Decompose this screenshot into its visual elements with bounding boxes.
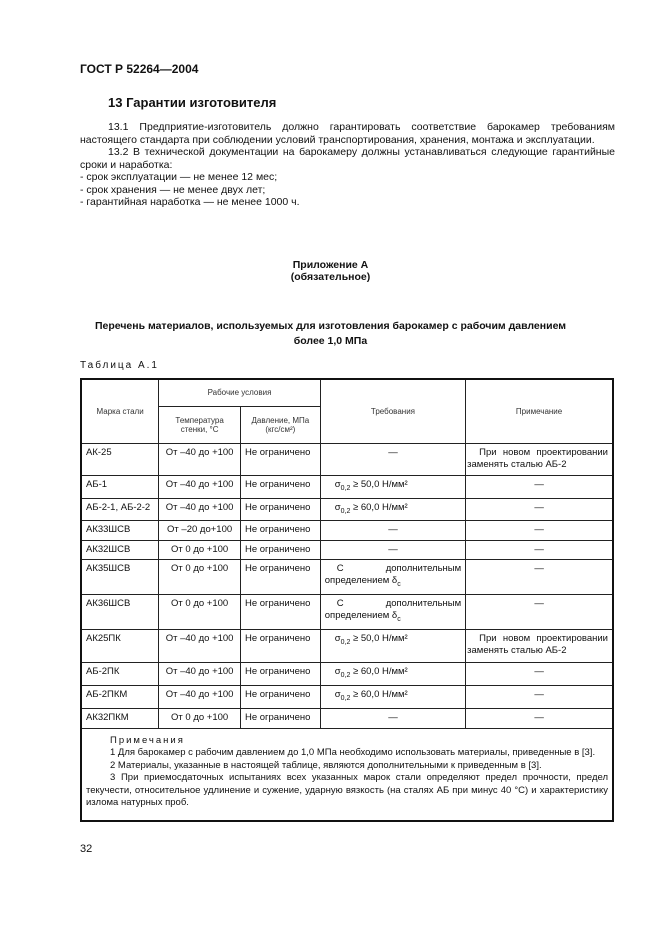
cell-steel: АК25ПК: [81, 630, 159, 663]
list-item: - гарантийная наработка — не менее 1000 ч.: [80, 196, 300, 208]
cell-note: —: [466, 521, 613, 541]
cell-temperature: От 0 до +100: [159, 560, 241, 595]
cell-pressure: Не ограничено: [240, 595, 320, 630]
requirement-symbol: σ: [334, 501, 341, 513]
cell-steel: АК33ШСВ: [81, 521, 159, 541]
requirement-text: С дополнительным определением δ: [324, 598, 462, 622]
cell-steel: АБ-1: [81, 475, 159, 498]
table-row: [81, 443, 613, 475]
cell-temperature: От –40 до +100: [159, 630, 241, 663]
cell-pressure: Не ограничено: [240, 708, 320, 728]
cell-steel: АБ-2ПКМ: [81, 686, 159, 709]
appendix-title: Приложение А: [292, 259, 369, 271]
table-notes: [81, 728, 613, 821]
header-conditions: Рабочие условия: [159, 379, 321, 406]
cell-steel: АК32ПКМ: [81, 708, 159, 728]
requirement-subscript: с: [397, 581, 401, 589]
header-steel: Марка стали: [81, 379, 159, 443]
requirement-subscript: 0,2: [340, 507, 351, 515]
cell-requirements: [320, 521, 465, 541]
cell-pressure: Не ограничено: [240, 630, 320, 663]
table-title-line-1: Перечень материалов, используемых для изготовления барокамер с рабочим давлением: [94, 320, 567, 332]
materials-table: [80, 378, 614, 822]
requirement-symbol: σ: [334, 666, 341, 678]
requirement-text: —: [388, 446, 398, 458]
paragraph-13-1: 13.1 Предприятие-изготовитель должно гарантировать соответствие барокамер требованиям настоящего стандарта при соблюдении условий транспортирования, хранения, монтажа и эксплуатации.: [80, 121, 615, 146]
cell-pressure: Не ограничено: [240, 498, 320, 521]
cell-requirements: [320, 498, 465, 521]
cell-temperature: От –40 до +100: [159, 686, 241, 709]
requirement-subscript: 0,2: [340, 639, 351, 647]
note-item: 2 Материалы, указанные в настоящей таблице, являются дополнительными к приведенным в [3].: [110, 759, 542, 771]
requirement-symbol: σ: [334, 478, 341, 490]
cell-requirements: [320, 663, 465, 686]
requirement-text: —: [388, 544, 398, 556]
cell-note: При новом проектировании заменять сталью АБ-2: [466, 630, 613, 663]
table-row: [81, 595, 613, 630]
requirement-subscript: с: [397, 616, 401, 624]
table-title-line-2: более 1,0 МПа: [293, 335, 368, 347]
requirement-text: —: [388, 524, 398, 536]
cell-steel: АБ-2-1, АБ-2-2: [81, 498, 159, 521]
document-header: ГОСТ Р 52264—2004: [80, 62, 199, 76]
table-row: [81, 541, 613, 560]
cell-pressure: Не ограничено: [240, 475, 320, 498]
cell-pressure: Не ограничено: [240, 541, 320, 560]
cell-requirements: [320, 560, 465, 595]
table-row: [81, 686, 613, 709]
requirement-value: ≥ 60,0 Н/мм²: [350, 689, 408, 701]
table-row: [81, 708, 613, 728]
cell-note: —: [466, 708, 613, 728]
cell-note: —: [466, 498, 613, 521]
header-temperature: Температура стенки, °С: [159, 406, 241, 443]
table-caption: Таблица А.1: [80, 360, 159, 371]
list-item: - срок хранения — не менее двух лет;: [80, 183, 266, 196]
requirement-symbol: σ: [334, 689, 341, 701]
header-pressure: Давление, МПа (кгс/см²): [240, 406, 320, 443]
cell-pressure: Не ограничено: [240, 560, 320, 595]
cell-requirements: [320, 686, 465, 709]
cell-pressure: Не ограничено: [240, 521, 320, 541]
table-row: [81, 630, 613, 663]
cell-temperature: От –40 до +100: [159, 663, 241, 686]
cell-temperature: От 0 до +100: [159, 541, 241, 560]
requirement-value: ≥ 60,0 Н/мм²: [350, 666, 408, 678]
cell-temperature: От 0 до +100: [159, 708, 241, 728]
table-row: [81, 521, 613, 541]
cell-note: —: [466, 475, 613, 498]
requirement-value: ≥ 60,0 Н/мм²: [350, 501, 408, 513]
cell-requirements: [320, 443, 465, 475]
cell-pressure: Не ограничено: [240, 663, 320, 686]
note-item: 3 При приемосдаточных испытаниях всех указанных марок стали определяют предел прочности, предел текучести, относительное удлинение и сужение, ударную вязкость (на сталях АБ при минус 40 °С) и характеристику излома натурных проб.: [86, 772, 608, 809]
cell-requirements: [320, 595, 465, 630]
cell-requirements: [320, 630, 465, 663]
cell-requirements: [320, 541, 465, 560]
cell-steel: АК35ШСВ: [81, 560, 159, 595]
paragraph-13-2: 13.2 В технической документации на барокамеру должны устанавливаться следующие гарантийные сроки и наработка:: [80, 146, 615, 171]
requirement-subscript: 0,2: [340, 484, 351, 492]
note-item: 1 Для барокамер с рабочим давлением до 1,0 МПа необходимо использовать материалы, приведенные в [3].: [110, 747, 596, 759]
cell-note: —: [466, 560, 613, 595]
cell-note: —: [466, 595, 613, 630]
cell-steel: АК-25: [81, 443, 159, 475]
section-title: 13 Гарантии изготовителя: [108, 95, 277, 110]
warranty-list: [80, 171, 615, 209]
table-row: [81, 498, 613, 521]
notes-title: Примечания: [110, 734, 185, 746]
cell-pressure: Не ограничено: [240, 686, 320, 709]
cell-note: —: [466, 663, 613, 686]
header-requirements: Требования: [320, 379, 465, 443]
cell-temperature: От –40 до +100: [159, 498, 241, 521]
cell-note: —: [466, 541, 613, 560]
requirement-value: ≥ 50,0 Н/мм²: [350, 478, 408, 490]
header-note: Примечание: [466, 379, 613, 443]
requirement-text: —: [388, 711, 398, 723]
list-item: - срок эксплуатации — не менее 12 мес;: [80, 171, 278, 183]
table-row: [81, 475, 613, 498]
cell-note: —: [466, 686, 613, 709]
cell-steel: АК36ШСВ: [81, 595, 159, 630]
table-row: [81, 560, 613, 595]
page-number: 32: [80, 843, 93, 855]
requirement-subscript: 0,2: [340, 694, 351, 702]
cell-steel: АК32ШСВ: [81, 541, 159, 560]
cell-note: При новом проектировании заменять сталью АБ-2: [466, 443, 613, 475]
requirement-text: С дополнительным определением δ: [324, 563, 462, 587]
cell-steel: АБ-2ПК: [81, 663, 159, 686]
cell-temperature: От 0 до +100: [159, 595, 241, 630]
cell-temperature: От –20 до+100: [159, 521, 241, 541]
cell-requirements: [320, 708, 465, 728]
cell-temperature: От –40 до +100: [159, 475, 241, 498]
cell-pressure: Не ограничено: [240, 443, 320, 475]
cell-requirements: [320, 475, 465, 498]
requirement-value: ≥ 50,0 Н/мм²: [350, 633, 408, 645]
table-row: [81, 663, 613, 686]
requirement-symbol: σ: [334, 633, 341, 645]
requirement-subscript: 0,2: [340, 672, 351, 680]
appendix-subtitle: (обязательное): [290, 271, 371, 283]
cell-temperature: От –40 до +100: [159, 443, 241, 475]
